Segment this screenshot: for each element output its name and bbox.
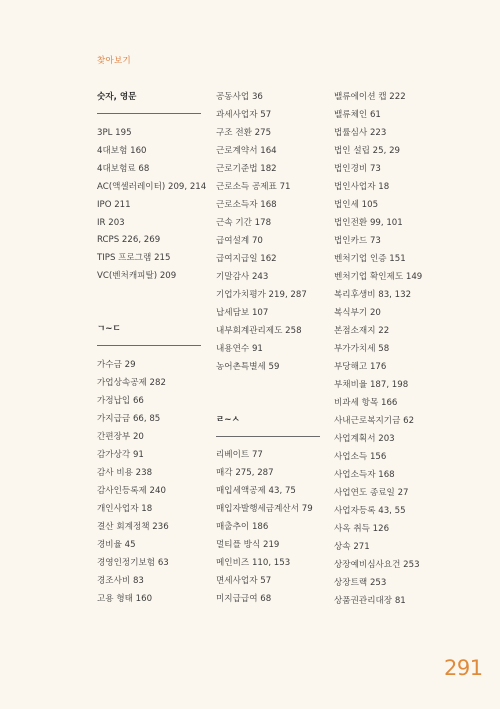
index-entry: VC(벤처캐피탈) 209	[97, 271, 177, 281]
index-entry: 법인 설립 25, 29	[334, 146, 401, 156]
index-entry: IR 203	[97, 218, 125, 228]
section-divider	[216, 436, 320, 437]
section-numbers-english	[97, 92, 201, 103]
section-title: ㄹ~ㅅ	[216, 415, 240, 425]
index-entry: TIPS 프로그램 215	[97, 253, 171, 263]
index-entry: 고용 형태 160	[97, 594, 153, 604]
index-entry: 멀티플 방식 219	[216, 540, 280, 550]
section-giyeok-digeut	[97, 324, 201, 335]
index-entry: 근로기준법 182	[216, 164, 277, 174]
index-entry: 근로계약서 164	[216, 146, 277, 156]
index-entry: 미지급급여 68	[216, 594, 272, 604]
index-entry: 매출추이 186	[216, 522, 269, 532]
section-title: 숫자, 영문	[97, 92, 137, 102]
index-entry: 사업자등록 43, 55	[334, 506, 406, 516]
index-entry: 법인사업자 18	[334, 182, 390, 192]
index-entry: 매각 275, 287	[216, 468, 274, 478]
index-entry: 근로소득자 168	[216, 200, 277, 210]
index-entry: 내부회계관리제도 258	[216, 326, 302, 336]
index-entry: 급여설계 70	[216, 236, 263, 246]
index-entry: 결산 회계정책 236	[97, 522, 169, 532]
index-entry: 상속 271	[334, 542, 370, 552]
index-entry: 개인사업자 18	[97, 504, 153, 514]
index-entry: RCPS 226, 269	[97, 235, 161, 245]
page-number: 291	[444, 656, 483, 680]
index-entry: 법인경비 73	[334, 164, 381, 174]
index-entry: 농어촌특별세 59	[216, 362, 280, 372]
index-entry: 비과세 항목 166	[334, 398, 398, 408]
index-entry: 부당해고 176	[334, 362, 387, 372]
index-entry: 벤처기업 확인제도 149	[334, 272, 423, 282]
index-entry: 법인세 105	[334, 200, 379, 210]
index-entry: 구조 전환 275	[216, 128, 272, 138]
index-entry: 4대보험 160	[97, 146, 147, 156]
section-title: ㄱ~ㄷ	[97, 324, 121, 334]
index-entry: 가수금 29	[97, 360, 136, 370]
index-entry: IPO 211	[97, 200, 131, 210]
index-entry: 복리후생비 83, 132	[334, 290, 412, 300]
index-header: 찾아보기	[97, 56, 132, 66]
index-entry: 벤처기업 인증 151	[334, 254, 406, 264]
index-entry: 기말감사 243	[216, 272, 269, 282]
index-entry: 가지급금 66, 85	[97, 414, 161, 424]
index-entry: 매입세액공제 43, 75	[216, 486, 296, 496]
index-entry: 상장예비심사요건 253	[334, 560, 420, 570]
index-entry: 부가가치세 58	[334, 344, 390, 354]
index-entry: 기업가치평가 219, 287	[216, 290, 307, 300]
index-entry: 감가상각 91	[97, 450, 144, 460]
index-entry: 과세사업자 57	[216, 110, 272, 120]
index-entry: 법인카드 73	[334, 236, 381, 246]
index-entry: 근로소득 공제표 71	[216, 182, 291, 192]
index-entry: 밸류체인 61	[334, 110, 381, 120]
index-entry: 사내근로복지기금 62	[334, 416, 415, 426]
index-entry: 가업상속공제 282	[97, 378, 166, 388]
index-entry: AC(액셀러레이터) 209, 214	[97, 182, 207, 192]
index-entry: 사업연도 종료일 27	[334, 488, 409, 498]
index-entry: 법률심사 223	[334, 128, 387, 138]
index-entry: 사업소득 156	[334, 452, 387, 462]
index-entry: 본점소재지 22	[334, 326, 390, 336]
index-entry: 4대보험료 68	[97, 164, 150, 174]
index-entry: 면세사업자 57	[216, 576, 272, 586]
index-entry: 매입자발행세금계산서 79	[216, 504, 313, 514]
index-entry: 근속 기간 178	[216, 218, 272, 228]
index-entry: 사업소득자 168	[334, 470, 395, 480]
index-entry: 공동사업 36	[216, 92, 263, 102]
index-entry: 경영인정기보험 63	[97, 558, 169, 568]
index-entry: 복식부기 20	[334, 308, 381, 318]
index-entry: 3PL 195	[97, 128, 132, 138]
index-entry: 경비율 45	[97, 540, 136, 550]
index-entry: 내용연수 91	[216, 344, 263, 354]
index-entry: 상품권관리대장 81	[334, 596, 406, 606]
index-entry: 상장트랙 253	[334, 578, 387, 588]
index-entry: 메인비즈 110, 153	[216, 558, 291, 568]
index-entry: 급여지급일 162	[216, 254, 277, 264]
index-entry: 법인전환 99, 101	[334, 218, 403, 228]
index-entry: 감사 비용 238	[97, 468, 153, 478]
index-entry: 사업계획서 203	[334, 434, 395, 444]
index-entry: 감사인등록제 240	[97, 486, 166, 496]
index-entry: 밸류에이션 캡 222	[334, 92, 406, 102]
index-entry: 납세담보 107	[216, 308, 269, 318]
index-entry: 부채비율 187, 198	[334, 380, 409, 390]
section-divider	[97, 345, 201, 346]
section-rieul-siot	[216, 415, 320, 426]
index-entry: 사옥 취득 126	[334, 524, 390, 534]
index-entry: 경조사비 83	[97, 576, 144, 586]
index-entry: 간편장부 20	[97, 432, 144, 442]
index-entry: 리베이트 77	[216, 450, 263, 460]
section-divider	[97, 113, 201, 114]
index-entry: 가정납입 66	[97, 396, 144, 406]
